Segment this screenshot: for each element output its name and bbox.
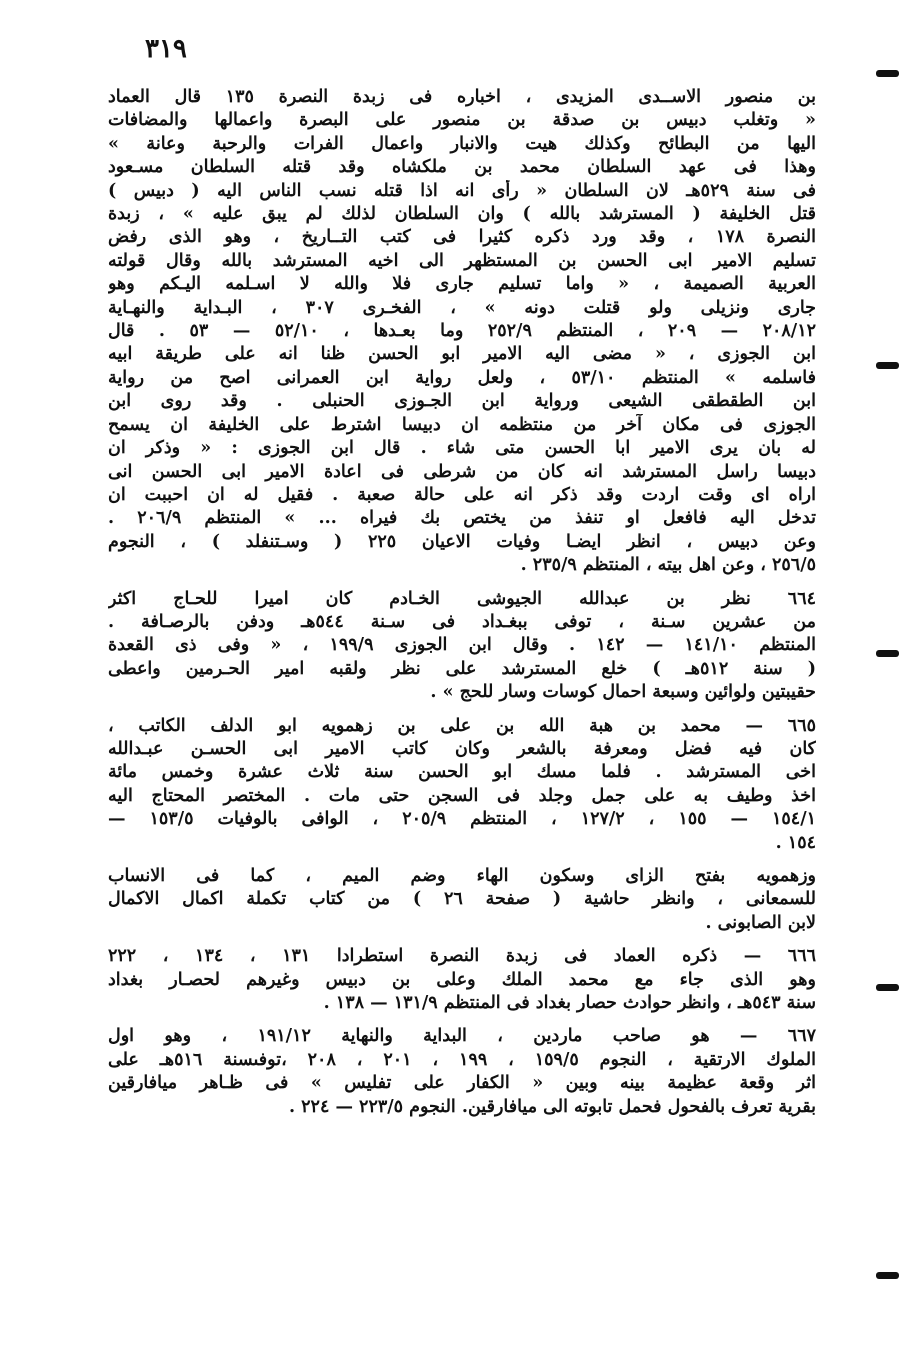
text-line: « وتغلب دبيس بن صدقة بن منصور على البصرة واعمالها والمضافات — [108, 110, 816, 131]
text-line: لابن الصابونى . — [705, 912, 816, 933]
text-line: ١٥٤/١ — ١٥٥ ، ١٢٧/٢ ، المنتظم ٢٠٥/٩ ، الوافى بالوفيات ١٥٣/٥ — — [108, 809, 816, 830]
entry-667 — [108, 1025, 816, 1119]
text-line: اخى المسترشد . فلما مسك ابو الحسن سنة ثلاث عشرة وخمس مائة — [108, 762, 816, 783]
text-line: جارى ونزيلى ولو قتلت دونه » ، الفخـرى ٣٠٧ ، البـداية والنهـاية — [108, 297, 816, 318]
text-line: تدخل اليه فافعل او تنفذ من يختص بك فيراه ... » المنتظم ٢٠٦/٩ . — [108, 508, 816, 529]
text-line: الجوزى فى مكان آخر من منتظمه ان دبيسا اشترط على الخليفة ان يسمح — [108, 414, 816, 435]
text-line: اراه اى وقت اردت وقد ذكر انه على حالة صعبة . فقيل له ان احببت ان — [108, 484, 816, 505]
text-line: ابن الطقطقى الشيعى ورواية ابن الجـوزى الحنبلى . وقد روى ابن — [108, 391, 816, 412]
text-line: دبيسا راسل المسترشد انه كان من شرطى فى اعادة الامير ابى الحسن انى — [108, 461, 816, 482]
body-text — [108, 86, 816, 1129]
text-line: اثر وقعة عظيمة بينه وبين « الكفار على تفليس » فى ظـاهر ميافارقين — [108, 1073, 816, 1094]
margin-mark-5 — [876, 1272, 899, 1279]
text-line: بقرية تعرف بالفحول فحمل تابوته الى ميافارقين. النجوم ٢٢٣/٥ — ٢٢٤ . — [288, 1096, 816, 1117]
text-line: ١٥٤ . — [775, 832, 816, 853]
text-line: وعن دبيس ، انظر ايضـا وفيات الاعيان ٢٢٥ ( وسـتنفلد ) ، النجوم — [108, 531, 816, 552]
text-line: ٢٥٦/٥ ، وعن اهل بيته ، المنتظم ٢٣٥/٩ . — [520, 555, 816, 576]
text-line: العربية الصميمة ، « واما تسليم جارى فلا والله لا اسـلمه اليـكم وهو — [108, 274, 816, 295]
text-line: فاسلمه » المنتظم ٥٣/١٠ ، ولعل رواية ابن العمرانى اصح من رواية — [108, 367, 816, 388]
text-line: المنتظم ١٤١/١٠ — ١٤٢ . وقال ابن الجوزى ١٩٩/٩ ، « وفى ذى القعدة — [108, 635, 816, 656]
text-line: ابن الجوزى ، « مضى اليه الامير ابو الحسن ظنا انه على طريقة ابيه — [108, 344, 816, 365]
text-line: من عشرين سـنة ، توفى ببغـداد فى سـنة ٥٤٤هـ ودفن بالرصـافة . — [108, 611, 816, 632]
text-line: كان فيه فضل ومعرفة بالشعر وكان كاتب الامير ابى الحسـن عبـدالله — [108, 738, 816, 759]
text-line: تسليم الامير ابى الحسن بن المستظهر الى اخيه المسترشد بالله وقال قولته — [108, 250, 816, 271]
text-line: اليها من البطائح وكذلك هيت والانبار واعمال الفرات والرحبة وعانة » — [108, 133, 816, 154]
text-line: ٦٦٧ — هو صاحب ماردين ، البداية والنهاية ١٩١/١٢ ، وهو اول — [108, 1026, 816, 1047]
entry-665-note — [108, 865, 816, 935]
text-line: فى سنة ٥٢٩هـ لان السلطان « رأى انه اذا قتله نسب الناس اليه ( دبيس ) — [108, 180, 816, 201]
text-line: وزهمويه بفتح الزاى وسكون الهاء وضم الميم ، كما فى الانساب — [108, 866, 816, 886]
text-line: وهذا فى عهد السلطان محمد بن ملكشاه وقد قتله السلطان مسـعود — [108, 157, 816, 178]
text-line: ٦٦٦ — ذكره العماد فى زبدة النصرة استطرادا ١٣١ ، ١٣٤ ، ٢٢٢ — [108, 946, 816, 967]
text-line: اخذ وطيف به على جمل وجلد فى السجن حتى مات . المختصر المحتاج اليه — [108, 785, 816, 806]
entry-665 — [108, 715, 816, 855]
text-line: سنة ٥٤٣هـ ، وانظر حوادث حصار بغداد فى المنتظم ١٣١/٩ — ١٣٨ . — [323, 993, 816, 1014]
text-line: ٦٦٥ — محمد بن هبة الله بن على بن زهمويه ابو الدلف الكاتب ، — [108, 715, 816, 736]
text-line: النصرة ١٧٨ ، وقد ورد ذكره كثيرا فى كتب التــاريخ ، وهو الذى رفض — [108, 227, 816, 248]
text-line: الملوك الارتقية ، النجوم ١٥٩/٥ ، ١٩٩ ، ٢٠١ ، ٢٠٨ ،توفىسنة ٥١٦هـ على — [108, 1049, 816, 1070]
margin-mark-2 — [876, 362, 899, 369]
text-line: حقيبتين ولوائين وسبعة احمال كوسات وسار للحج » . — [430, 682, 816, 703]
entry-666 — [108, 945, 816, 1015]
text-line: بن منصور الاســدى المزيدى ، اخباره فى زبدة النصرة ١٣٥ قال العماد — [108, 87, 816, 107]
text-line: للسمعانى ، وانظر حاشية ( صفحة ٢٦ ) من كتاب تكملة اكمال الاكمال — [108, 889, 816, 910]
margin-mark-4 — [876, 984, 899, 991]
text-line: ٦٦٤ نظر بن عبدالله الجيوشى الخـادم كان اميرا للحـاج اكثر — [108, 588, 816, 609]
paragraph-continuation — [108, 86, 816, 578]
text-line: وهو الذى جاء مع محمد الملك وعلى بن دبيس وغيرهم لحصـار بغداد — [108, 969, 816, 990]
text-line: ( سنة ٥١٢هـ ) خلع المسترشد على نظر ولقبه امير الحـرمين واعطى — [108, 658, 816, 679]
text-line: ٢٠٨/١٢ — ٢٠٩ ، المنتظم ٢٥٢/٩ وما بعـدها ، ٥٢/١٠ — ٥٣ . قال — [108, 321, 816, 342]
text-line: له بان يرى الامير ابا الحسن متى شاء . قال ابن الجوزى : « وذكر ان — [108, 438, 816, 459]
page-number: ٣١٩ — [145, 34, 187, 64]
entry-664 — [108, 588, 816, 705]
text-line: قتل الخليفة ( المسترشد بالله ) وان السلطان لذلك لم يبق عليه » ، زبدة — [108, 204, 816, 225]
margin-mark-1 — [876, 70, 899, 77]
margin-mark-3 — [876, 650, 899, 657]
